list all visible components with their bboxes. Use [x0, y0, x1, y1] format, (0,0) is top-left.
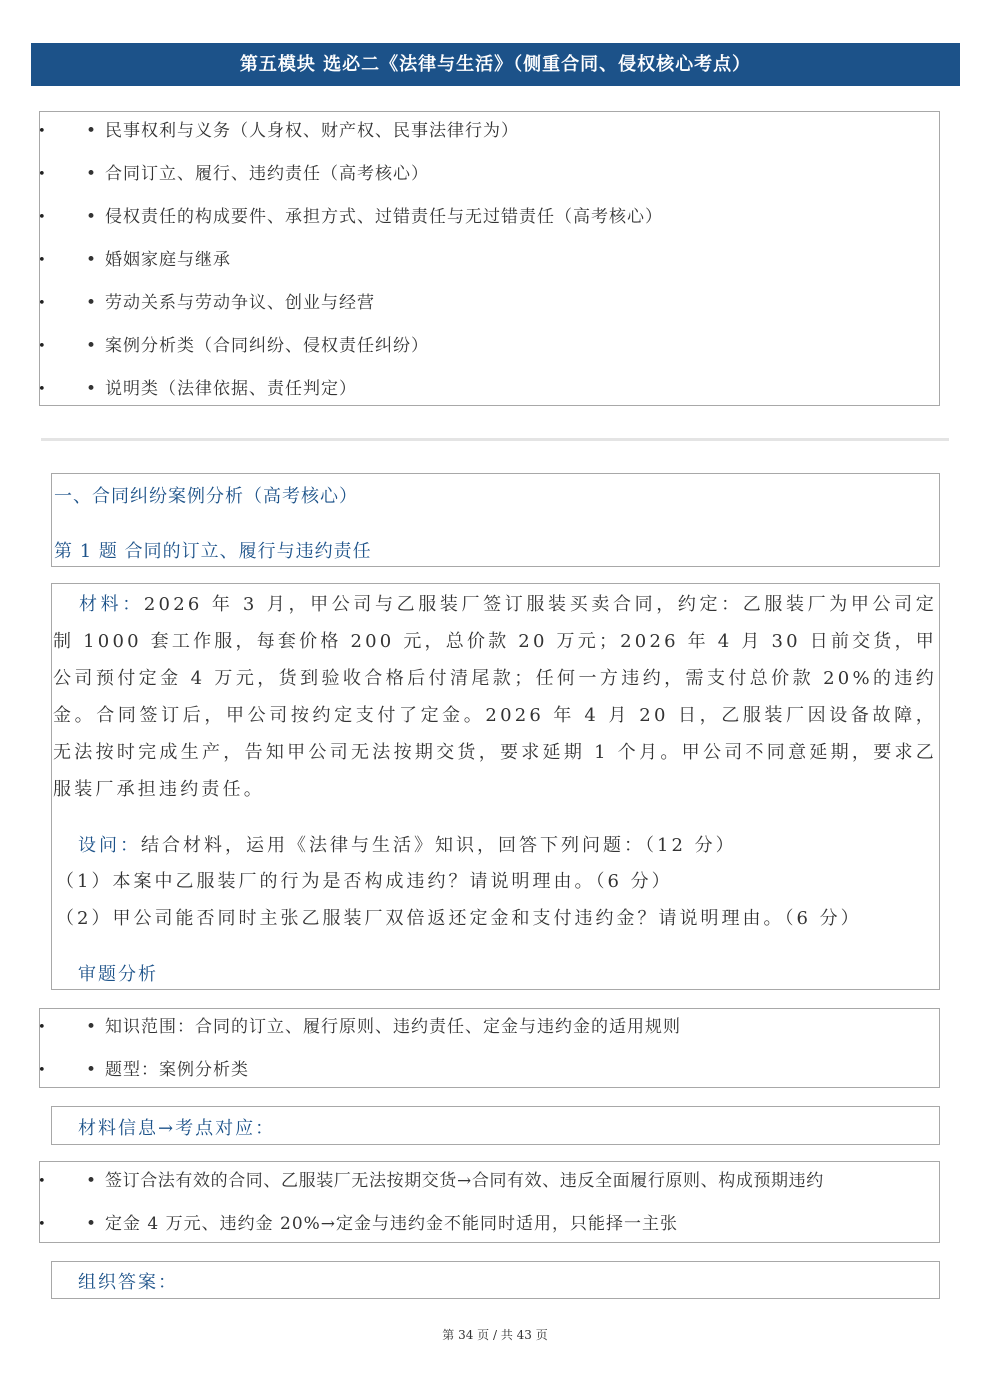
- ask-label: 设问：: [78, 835, 141, 856]
- overview-list: [40, 110, 939, 411]
- mapping-heading-box: [51, 1106, 940, 1145]
- mapping-list: [40, 1160, 939, 1246]
- list-item: • • 题型：案例分析类: [38, 1060, 249, 1080]
- analysis-heading: 审题分析: [78, 964, 158, 985]
- list-item: • • 侵权责任的构成要件、承担方式、过错责任与无过错责任（高考核心）: [38, 207, 663, 227]
- ask-text: 结合材料，运用《法律与生活》知识，回答下列问题：（12 分）: [141, 835, 737, 856]
- question-1: （1）本案中乙服装厂的行为是否构成违约？请说明理由。（6 分）: [56, 871, 673, 892]
- answer-heading: 组织答案：: [78, 1272, 178, 1293]
- material-text: 2026 年 3 月，甲公司与乙服装厂签订服装买卖合同，约定：乙服装厂为甲公司定制 1000 套工作服，每套价格 200 元，总价款 20 万元；2026 年 4 月 30 日前交货，甲公司预付定金 4 万元，货到验收合格后付清尾款；任何一方违约，需支付总价款 20%的违约金。合同签订后，甲公司按约定支付了定金。2026 年 4 月 20 日，乙服装厂因设备故障，无法按时完成生产，告知甲公司无法按期交货，要求延期 1 个月。甲公司不同意延期，要求乙服装厂承担违约责任。: [53, 594, 937, 800]
- module-title-banner: [31, 43, 960, 86]
- material-label: 材料：: [79, 594, 144, 615]
- module-title: 第五模块 选必二《法律与生活》（侧重合同、侵权核心考点）: [239, 54, 752, 75]
- list-item: • • 定金 4 万元、违约金 20%→定金与违约金不能同时适用，只能择一主张: [38, 1214, 679, 1234]
- list-item: • • 说明类（法律依据、责任判定）: [38, 379, 357, 399]
- material-paragraph: [53, 586, 937, 808]
- list-item: • • 劳动关系与劳动争议、创业与经营: [38, 293, 375, 313]
- analysis-list: [40, 1006, 939, 1092]
- analysis-box: [39, 1008, 940, 1088]
- list-item: • • 婚姻家庭与继承: [38, 250, 231, 270]
- list-item: • • 案例分析类（合同纠纷、侵权责任纠纷）: [38, 336, 429, 356]
- list-item: • • 签订合法有效的合同、乙服装厂无法按期交货→合同有效、违反全面履行原则、构成预期违约: [38, 1171, 824, 1191]
- divider: [41, 438, 949, 441]
- ask-line: [78, 831, 737, 857]
- list-item: • • 知识范围：合同的订立、履行原则、违约责任、定金与违约金的适用规则: [38, 1017, 681, 1037]
- answer-heading-box: [51, 1261, 940, 1299]
- mapping-box: [39, 1161, 940, 1243]
- section-title: 一、合同纠纷案例分析（高考核心）: [54, 486, 358, 507]
- question-box: [51, 583, 940, 990]
- list-item: • • 合同订立、履行、违约责任（高考核心）: [38, 164, 429, 184]
- list-item: • • 民事权利与义务（人身权、财产权、民事法律行为）: [38, 121, 519, 141]
- page-number: 第 34 页 / 共 43 页: [442, 1328, 548, 1342]
- overview-box: [39, 111, 940, 406]
- mapping-heading: 材料信息→考点对应：: [78, 1118, 276, 1139]
- section-heading-box: [51, 473, 940, 567]
- question-2: （2）甲公司能否同时主张乙服装厂双倍返还定金和支付违约金？请说明理由。（6 分）: [56, 908, 862, 929]
- question-title: 第 1 题 合同的订立、履行与违约责任: [54, 541, 372, 562]
